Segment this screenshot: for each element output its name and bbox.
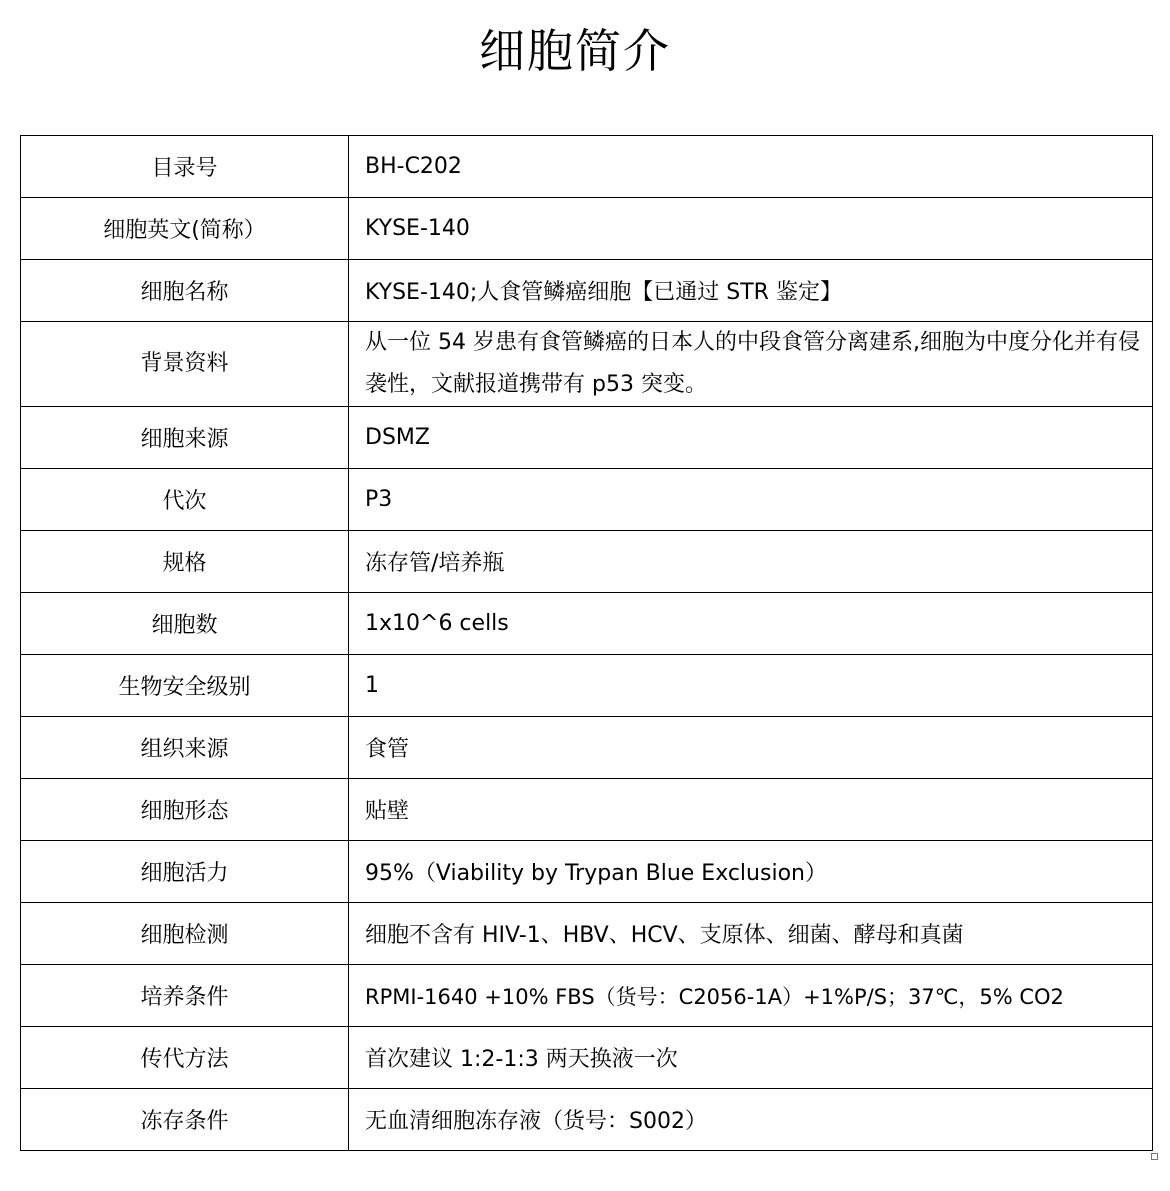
table-row-passage [21,469,1153,531]
row-label: 细胞数 [21,593,349,655]
row-label: 目录号 [21,136,349,198]
table-row-culture-conditions [21,965,1153,1027]
table-row-catalog-number [21,136,1153,198]
row-label: 冻存条件 [21,1089,349,1151]
row-label: 代次 [21,469,349,531]
table-resize-handle[interactable] [1151,1153,1158,1160]
cell-info-table [20,135,1153,1151]
row-label: 组织来源 [21,717,349,779]
row-value: 首次建议 1:2-1:3 两天换液一次 [349,1027,1153,1089]
row-value: P3 [349,469,1153,531]
row-value: KYSE-140 [349,198,1153,260]
row-label: 细胞来源 [21,407,349,469]
table-row-viability [21,841,1153,903]
table-row-testing [21,903,1153,965]
table-row-cell-name [21,260,1153,322]
table-row-morphology [21,779,1153,841]
row-label: 细胞活力 [21,841,349,903]
row-value: KYSE-140;人食管鳞癌细胞【已通过 STR 鉴定】 [349,260,1153,322]
table-row-passage-method [21,1027,1153,1089]
table-row-biosafety-level [21,655,1153,717]
row-value: 细胞不含有 HIV-1、HBV、HCV、支原体、细菌、酵母和真菌 [349,903,1153,965]
table-row-cell-source [21,407,1153,469]
table-row-background [21,322,1153,407]
page-title: 细胞简介 [479,24,671,78]
row-label: 细胞名称 [21,260,349,322]
row-value: 从一位 54 岁患有食管鳞癌的日本人的中段食管分离建系,细胞为中度分化并有侵袭性，文献报道携带有 p53 突变。 [349,322,1153,407]
row-value: BH-C202 [349,136,1153,198]
row-value: 食管 [349,717,1153,779]
row-value: 95%（Viability by Trypan Blue Exclusion） [349,841,1153,903]
row-label: 培养条件 [21,965,349,1027]
table-row-english-abbreviation [21,198,1153,260]
row-value: 贴壁 [349,779,1153,841]
row-label: 规格 [21,531,349,593]
row-label: 细胞英文(简称） [21,198,349,260]
row-value: 无血清细胞冻存液（货号：S002） [349,1089,1153,1151]
row-label: 生物安全级别 [21,655,349,717]
row-label: 细胞检测 [21,903,349,965]
row-label: 传代方法 [21,1027,349,1089]
table-row-tissue-source [21,717,1153,779]
table-row-specification [21,531,1153,593]
table-row-freezing-conditions [21,1089,1153,1151]
row-value: 1x10^6 cells [349,593,1153,655]
row-value: RPMI-1640 +10% FBS（货号：C2056-1A）+1%P/S；37℃，5% CO2 [349,965,1153,1027]
row-label: 细胞形态 [21,779,349,841]
row-value: 1 [349,655,1153,717]
row-value: 冻存管/培养瓶 [349,531,1153,593]
table-row-cell-count [21,593,1153,655]
row-label: 背景资料 [21,322,349,407]
row-value: DSMZ [349,407,1153,469]
